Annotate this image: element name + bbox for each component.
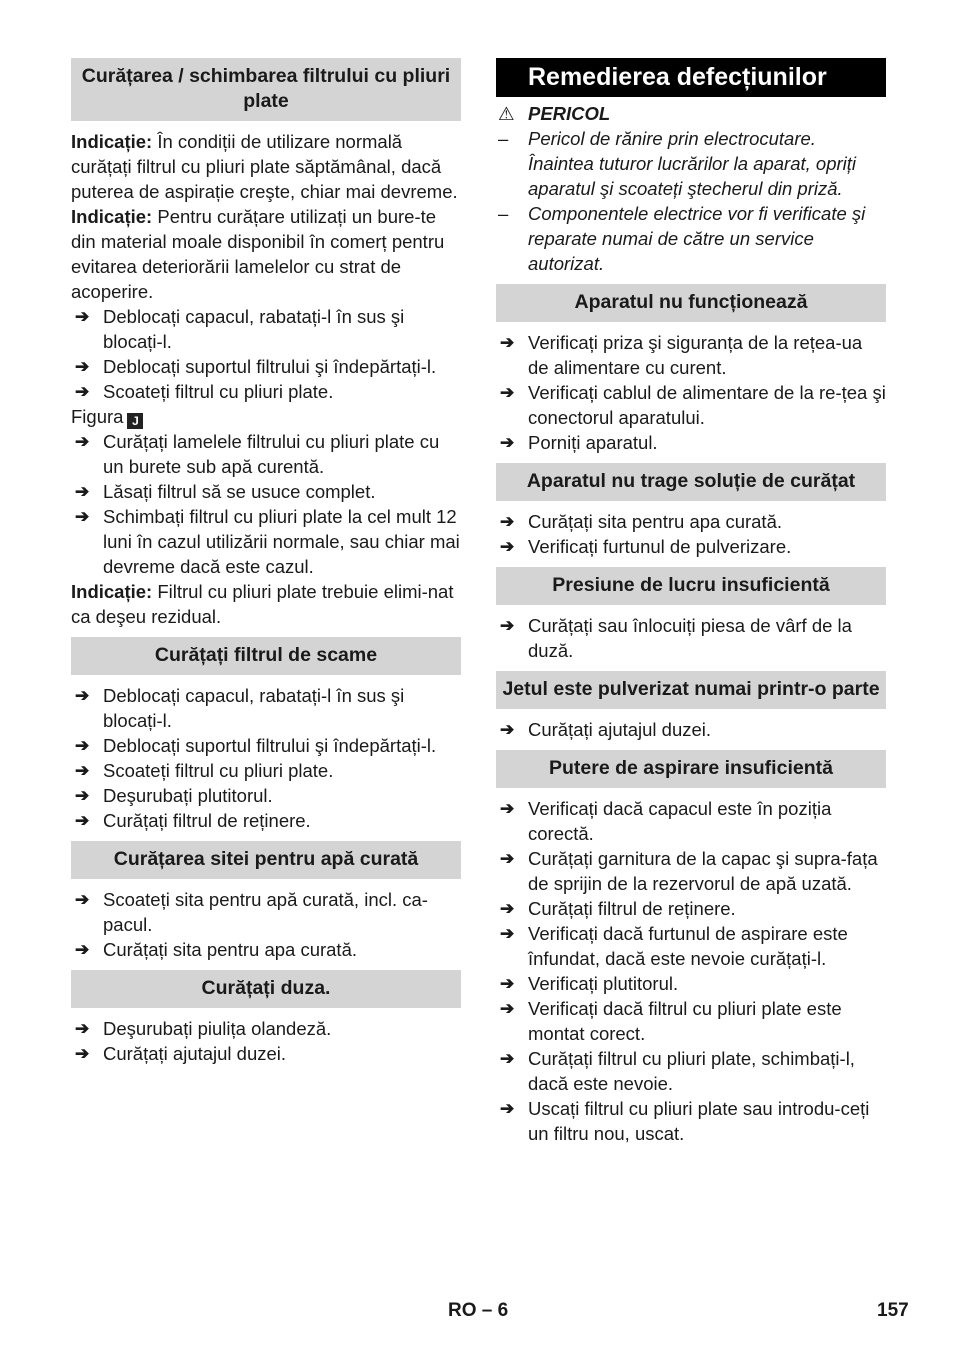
list-item-text: Curățați ajutajul duzei. <box>103 1043 287 1064</box>
arrow-bullet-icon: ➔ <box>500 849 515 868</box>
list-item-text: Uscați filtrul cu pliuri plate sau introdu-ceți un filtru nou, uscat. <box>528 1098 870 1144</box>
list-item <box>71 1016 461 1041</box>
list-item <box>71 429 461 479</box>
list-item <box>496 796 886 846</box>
figure-reference <box>71 404 461 429</box>
arrow-bullet-icon: ➔ <box>75 1019 90 1038</box>
list-item <box>71 937 461 962</box>
list-item <box>71 304 461 354</box>
arrow-bullet-icon: ➔ <box>75 786 90 805</box>
step-list <box>496 509 886 559</box>
list-item <box>71 783 461 808</box>
section-heading-low-pressure: Presiune de lucru insuficientă <box>496 567 886 605</box>
arrow-bullet-icon: ➔ <box>500 720 515 739</box>
list-item <box>496 534 886 559</box>
list-item-text: Verificați dacă capacul este în poziția corectă. <box>528 798 832 844</box>
step-list <box>71 304 461 404</box>
section-heading-lint-filter: Curățați filtrul de scame <box>71 637 461 675</box>
list-item-text: Lăsați filtrul să se usuce complet. <box>103 481 376 502</box>
list-item <box>496 921 886 971</box>
list-item-text: Curățați sau înlocuiți piesa de vârf de la duză. <box>528 615 852 661</box>
step-list <box>496 717 886 742</box>
warning-list <box>496 126 886 276</box>
figure-letter-box: J <box>127 413 143 429</box>
warning-label: PERICOL <box>528 103 611 124</box>
danger-warning <box>496 101 886 126</box>
list-item <box>496 613 886 663</box>
list-item-text: Curățați garnitura de la capac şi supra-fața de sprijin de la rezervorul de apă uzată. <box>528 848 878 894</box>
list-item-text: Verificați plutitorul. <box>528 973 679 994</box>
list-item-text: Deşurubați plutitorul. <box>103 785 273 806</box>
arrow-bullet-icon: ➔ <box>75 736 90 755</box>
warning-item <box>496 201 886 276</box>
list-item-text: Verificați furtunul de pulverizare. <box>528 536 792 557</box>
list-item-text: Scoateți filtrul cu pliuri plate. <box>103 760 334 781</box>
list-item <box>496 430 886 455</box>
step-list <box>71 1016 461 1066</box>
list-item-text: Curățați lamelele filtrului cu pliuri plate cu un burete sub apă curentă. <box>103 431 440 477</box>
list-item <box>496 1046 886 1096</box>
arrow-bullet-icon: ➔ <box>500 433 515 452</box>
step-list <box>496 613 886 663</box>
note-label: Indicație: <box>71 131 153 152</box>
step-list <box>71 887 461 962</box>
figure-label: Figura <box>71 406 124 427</box>
left-column <box>71 58 461 1066</box>
arrow-bullet-icon: ➔ <box>75 940 90 959</box>
list-item <box>71 354 461 379</box>
list-item-text: Componentele electrice vor fi verificate şi reparate numai de către un service autorizat. <box>528 203 866 274</box>
warning-item <box>496 126 886 201</box>
list-item-text: Curățați ajutajul duzei. <box>528 719 712 740</box>
list-item <box>71 683 461 733</box>
note-1 <box>71 129 461 204</box>
arrow-bullet-icon: ➔ <box>500 974 515 993</box>
arrow-bullet-icon: ➔ <box>75 482 90 501</box>
list-item-text: Verificați priza şi siguranța de la rețea-ua de alimentare cu curent. <box>528 332 863 378</box>
note-label: Indicație: <box>71 581 153 602</box>
arrow-bullet-icon: ➔ <box>500 616 515 635</box>
list-item-text: Curățați filtrul de reținere. <box>103 810 311 831</box>
arrow-bullet-icon: ➔ <box>500 999 515 1018</box>
list-item <box>496 996 886 1046</box>
list-item-text: Porniți aparatul. <box>528 432 658 453</box>
arrow-bullet-icon: ➔ <box>500 924 515 943</box>
list-item <box>71 887 461 937</box>
note-text: În condiții de utilizare normală curățați filtrul cu pliuri plate săptămânal, dacă puterea de aspirație creşte, chiar mai devreme. <box>71 131 458 202</box>
list-item <box>496 380 886 430</box>
list-item <box>71 733 461 758</box>
list-item-text: Deşurubați piulița olandeză. <box>103 1018 332 1039</box>
arrow-bullet-icon: ➔ <box>75 686 90 705</box>
section-heading-low-suction: Putere de aspirare insuficientă <box>496 750 886 788</box>
step-list <box>71 429 461 579</box>
list-item-text: Deblocați suportul filtrului şi îndepărtați-l. <box>103 356 437 377</box>
section-heading-filter-cleaning: Curățarea / schimbarea filtrului cu pliuri plate <box>71 58 461 121</box>
list-item <box>496 896 886 921</box>
list-item-text: Curățați sita pentru apa curată. <box>528 511 783 532</box>
arrow-bullet-icon: ➔ <box>500 1049 515 1068</box>
list-item-text: Curățați filtrul cu pliuri plate, schimbați-l, dacă este nevoie. <box>528 1048 855 1094</box>
list-item-text: Deblocați suportul filtrului şi îndepărtați-l. <box>103 735 437 756</box>
arrow-bullet-icon: ➔ <box>75 432 90 451</box>
dash-bullet: – <box>498 203 509 224</box>
section-heading-clean-water-sieve: Curățarea sitei pentru apă curată <box>71 841 461 879</box>
arrow-bullet-icon: ➔ <box>500 1099 515 1118</box>
note-2 <box>71 204 461 304</box>
arrow-bullet-icon: ➔ <box>500 383 515 402</box>
page-title: Remedierea defecțiunilor <box>496 58 886 97</box>
arrow-bullet-icon: ➔ <box>75 811 90 830</box>
arrow-bullet-icon: ➔ <box>75 507 90 526</box>
list-item-text: Scoateți filtrul cu pliuri plate. <box>103 381 334 402</box>
arrow-bullet-icon: ➔ <box>75 382 90 401</box>
list-item <box>496 846 886 896</box>
arrow-bullet-icon: ➔ <box>500 333 515 352</box>
section-heading-not-working: Aparatul nu funcționează <box>496 284 886 322</box>
section-heading-one-side-jet: Jetul este pulverizat numai printr-o parte <box>496 671 886 709</box>
list-item-text: Schimbați filtrul cu pliuri plate la cel mult 12 luni în cazul utilizării normale, sau chiar mai devreme dacă este cazul. <box>103 506 460 577</box>
list-item-text: Deblocați capacul, rabatați-l în sus şi blocați-l. <box>103 306 405 352</box>
arrow-bullet-icon: ➔ <box>75 761 90 780</box>
list-item <box>71 758 461 783</box>
list-item-text: Curățați sita pentru apa curată. <box>103 939 358 960</box>
section-heading-nozzle: Curățați duza. <box>71 970 461 1008</box>
note-3 <box>71 579 461 629</box>
list-item-text: Verificați cablul de alimentare de la re-țea şi conectorul aparatului. <box>528 382 886 428</box>
note-text: Pentru curățare utilizați un bure-te din material moale disponibil în comerț pentru evitarea deteriorării lamelelor cu strat de acoperire. <box>71 206 445 302</box>
list-item <box>71 1041 461 1066</box>
list-item-text: Deblocați capacul, rabatați-l în sus şi blocați-l. <box>103 685 405 731</box>
list-item <box>496 971 886 996</box>
footer-section-label: RO – 6 <box>448 1300 509 1321</box>
list-item <box>71 504 461 579</box>
arrow-bullet-icon: ➔ <box>75 307 90 326</box>
arrow-bullet-icon: ➔ <box>500 899 515 918</box>
note-label: Indicație: <box>71 206 153 227</box>
list-item <box>71 379 461 404</box>
step-list <box>496 330 886 455</box>
list-item <box>71 808 461 833</box>
arrow-bullet-icon: ➔ <box>75 1044 90 1063</box>
note-text: Filtrul cu pliuri plate trebuie elimi-nat ca deşeu rezidual. <box>71 581 454 627</box>
arrow-bullet-icon: ➔ <box>500 799 515 818</box>
step-list <box>496 796 886 1146</box>
list-item-text: Scoateți sita pentru apă curată, incl. ca-pacul. <box>103 889 428 935</box>
list-item <box>496 717 886 742</box>
list-item <box>71 479 461 504</box>
list-item-text: Pericol de rănire prin electrocutare. Înaintea tuturor lucrărilor la aparat, opriți aparatul şi scoateți ştecherul din priză. <box>528 128 857 199</box>
list-item <box>496 1096 886 1146</box>
list-item <box>496 330 886 380</box>
page-number: 157 <box>877 1300 909 1321</box>
list-item-text: Verificați dacă furtunul de aspirare este înfundat, dacă este nevoie curățați-l. <box>528 923 848 969</box>
arrow-bullet-icon: ➔ <box>75 357 90 376</box>
right-column <box>496 58 886 1146</box>
arrow-bullet-icon: ➔ <box>500 512 515 531</box>
list-item-text: Curățați filtrul de reținere. <box>528 898 736 919</box>
arrow-bullet-icon: ➔ <box>75 890 90 909</box>
list-item-text: Verificați dacă filtrul cu pliuri plate este montat corect. <box>528 998 842 1044</box>
section-heading-no-solution: Aparatul nu trage soluție de curățat <box>496 463 886 501</box>
list-item <box>496 509 886 534</box>
dash-bullet: – <box>498 128 509 149</box>
step-list <box>71 683 461 833</box>
arrow-bullet-icon: ➔ <box>500 537 515 556</box>
warning-triangle-icon: ⚠ <box>498 103 515 124</box>
